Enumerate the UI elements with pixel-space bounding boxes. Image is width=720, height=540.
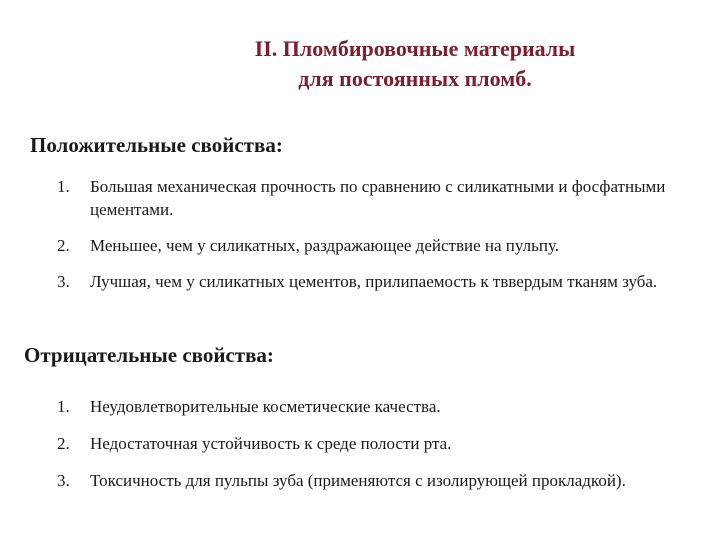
list-item-text: Лучшая, чем у силикатных цементов, прилипаемость к тввердым тканям зуба.	[90, 272, 658, 291]
list-item-number: 1.	[57, 177, 70, 196]
slide-title	[240, 34, 590, 94]
list-item-number: 1.	[57, 397, 70, 416]
negative-properties-list	[57, 395, 677, 506]
list-item-text: Меньшее, чем у силикатных, раздражающее действие на пульпу.	[90, 236, 559, 255]
slide-title-line-1: II. Пломбировочные материалы	[254, 36, 576, 61]
list-item	[57, 175, 677, 221]
list-item-text: Недостаточная устойчивость к среде полости рта.	[90, 434, 452, 453]
list-item	[57, 432, 677, 455]
list-item-number: 2.	[57, 434, 70, 453]
list-item-text: Неудовлетворительные косметические качества.	[90, 397, 441, 416]
list-item	[57, 469, 677, 492]
list-item-number: 2.	[57, 236, 70, 255]
list-item-text: Токсичность для пульпы зуба (применяются с изолирующей прокладкой).	[90, 471, 626, 490]
list-item	[57, 395, 677, 418]
positive-properties-list	[57, 175, 677, 306]
list-item-number: 3.	[57, 272, 70, 291]
slide-title-line-2: для постоянных пломб.	[298, 66, 532, 91]
list-item	[57, 234, 677, 257]
negative-properties-heading: Отрицательные свойства:	[24, 343, 274, 367]
list-item-text: Большая механическая прочность по сравнению с силикатными и фосфатными цементами.	[90, 177, 666, 219]
list-item-number: 3.	[57, 471, 70, 490]
positive-properties-heading: Положительные свойства:	[30, 133, 283, 157]
list-item	[57, 270, 677, 293]
